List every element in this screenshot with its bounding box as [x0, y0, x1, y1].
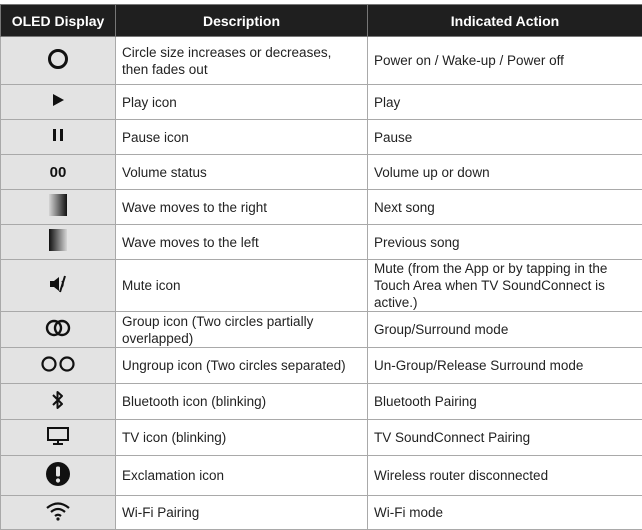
row-description: Bluetooth icon (blinking) — [116, 384, 368, 420]
row-description: Play icon — [116, 85, 368, 120]
table-row — [1, 85, 642, 120]
table-row — [1, 384, 642, 420]
row-action: Previous song — [368, 225, 642, 260]
row-action: Un-Group/Release Surround mode — [368, 348, 642, 384]
header-description: Description — [116, 5, 368, 37]
oled-display-table — [0, 4, 642, 530]
row-description: Group icon (Two circles partially overlapped) — [116, 312, 368, 348]
header-indicated-action: Indicated Action — [368, 5, 642, 37]
tv-icon — [46, 426, 70, 446]
wave-right-icon — [49, 194, 67, 216]
pause-icon — [50, 127, 66, 143]
exclamation-icon — [45, 461, 71, 487]
row-action: Next song — [368, 190, 642, 225]
row-action: Pause — [368, 120, 642, 155]
wifi-icon — [45, 501, 71, 521]
row-action: Group/Surround mode — [368, 312, 642, 348]
row-action: Wireless router disconnected — [368, 456, 642, 496]
row-action: Mute (from the App or by tapping in the Touch Area when TV SoundConnect is active.) — [368, 260, 642, 312]
row-description: Circle size increases or decreases, then fades out — [116, 37, 368, 85]
row-description: Pause icon — [116, 120, 368, 155]
header-oled-display: OLED Display — [1, 5, 116, 37]
table-row — [1, 348, 642, 384]
table-row — [1, 190, 642, 225]
group-icon — [44, 319, 72, 337]
row-description: Wi-Fi Pairing — [116, 496, 368, 530]
table-row — [1, 37, 642, 85]
wave-left-icon — [49, 229, 67, 251]
row-description: TV icon (blinking) — [116, 420, 368, 456]
ungroup-icon — [41, 355, 75, 373]
row-description: Volume status — [116, 155, 368, 190]
row-action: Bluetooth Pairing — [368, 384, 642, 420]
row-action: TV SoundConnect Pairing — [368, 420, 642, 456]
play-icon — [50, 92, 66, 108]
table-row — [1, 120, 642, 155]
table-row — [1, 225, 642, 260]
row-description: Exclamation icon — [116, 456, 368, 496]
table-row — [1, 496, 642, 530]
row-description: Wave moves to the left — [116, 225, 368, 260]
table-row — [1, 312, 642, 348]
volume-status-icon: 00 — [50, 164, 67, 181]
row-description: Mute icon — [116, 260, 368, 312]
row-action: Wi-Fi mode — [368, 496, 642, 530]
table-header-row — [1, 5, 642, 37]
table-row — [1, 155, 642, 190]
row-action: Volume up or down — [368, 155, 642, 190]
circle-outline-icon — [46, 47, 70, 71]
row-action: Play — [368, 85, 642, 120]
bluetooth-icon — [51, 390, 65, 410]
table-row — [1, 456, 642, 496]
table-row — [1, 260, 642, 312]
row-action: Power on / Wake-up / Power off — [368, 37, 642, 85]
row-description: Wave moves to the right — [116, 190, 368, 225]
table-row — [1, 420, 642, 456]
row-description: Ungroup icon (Two circles separated) — [116, 348, 368, 384]
mute-icon — [48, 275, 68, 293]
